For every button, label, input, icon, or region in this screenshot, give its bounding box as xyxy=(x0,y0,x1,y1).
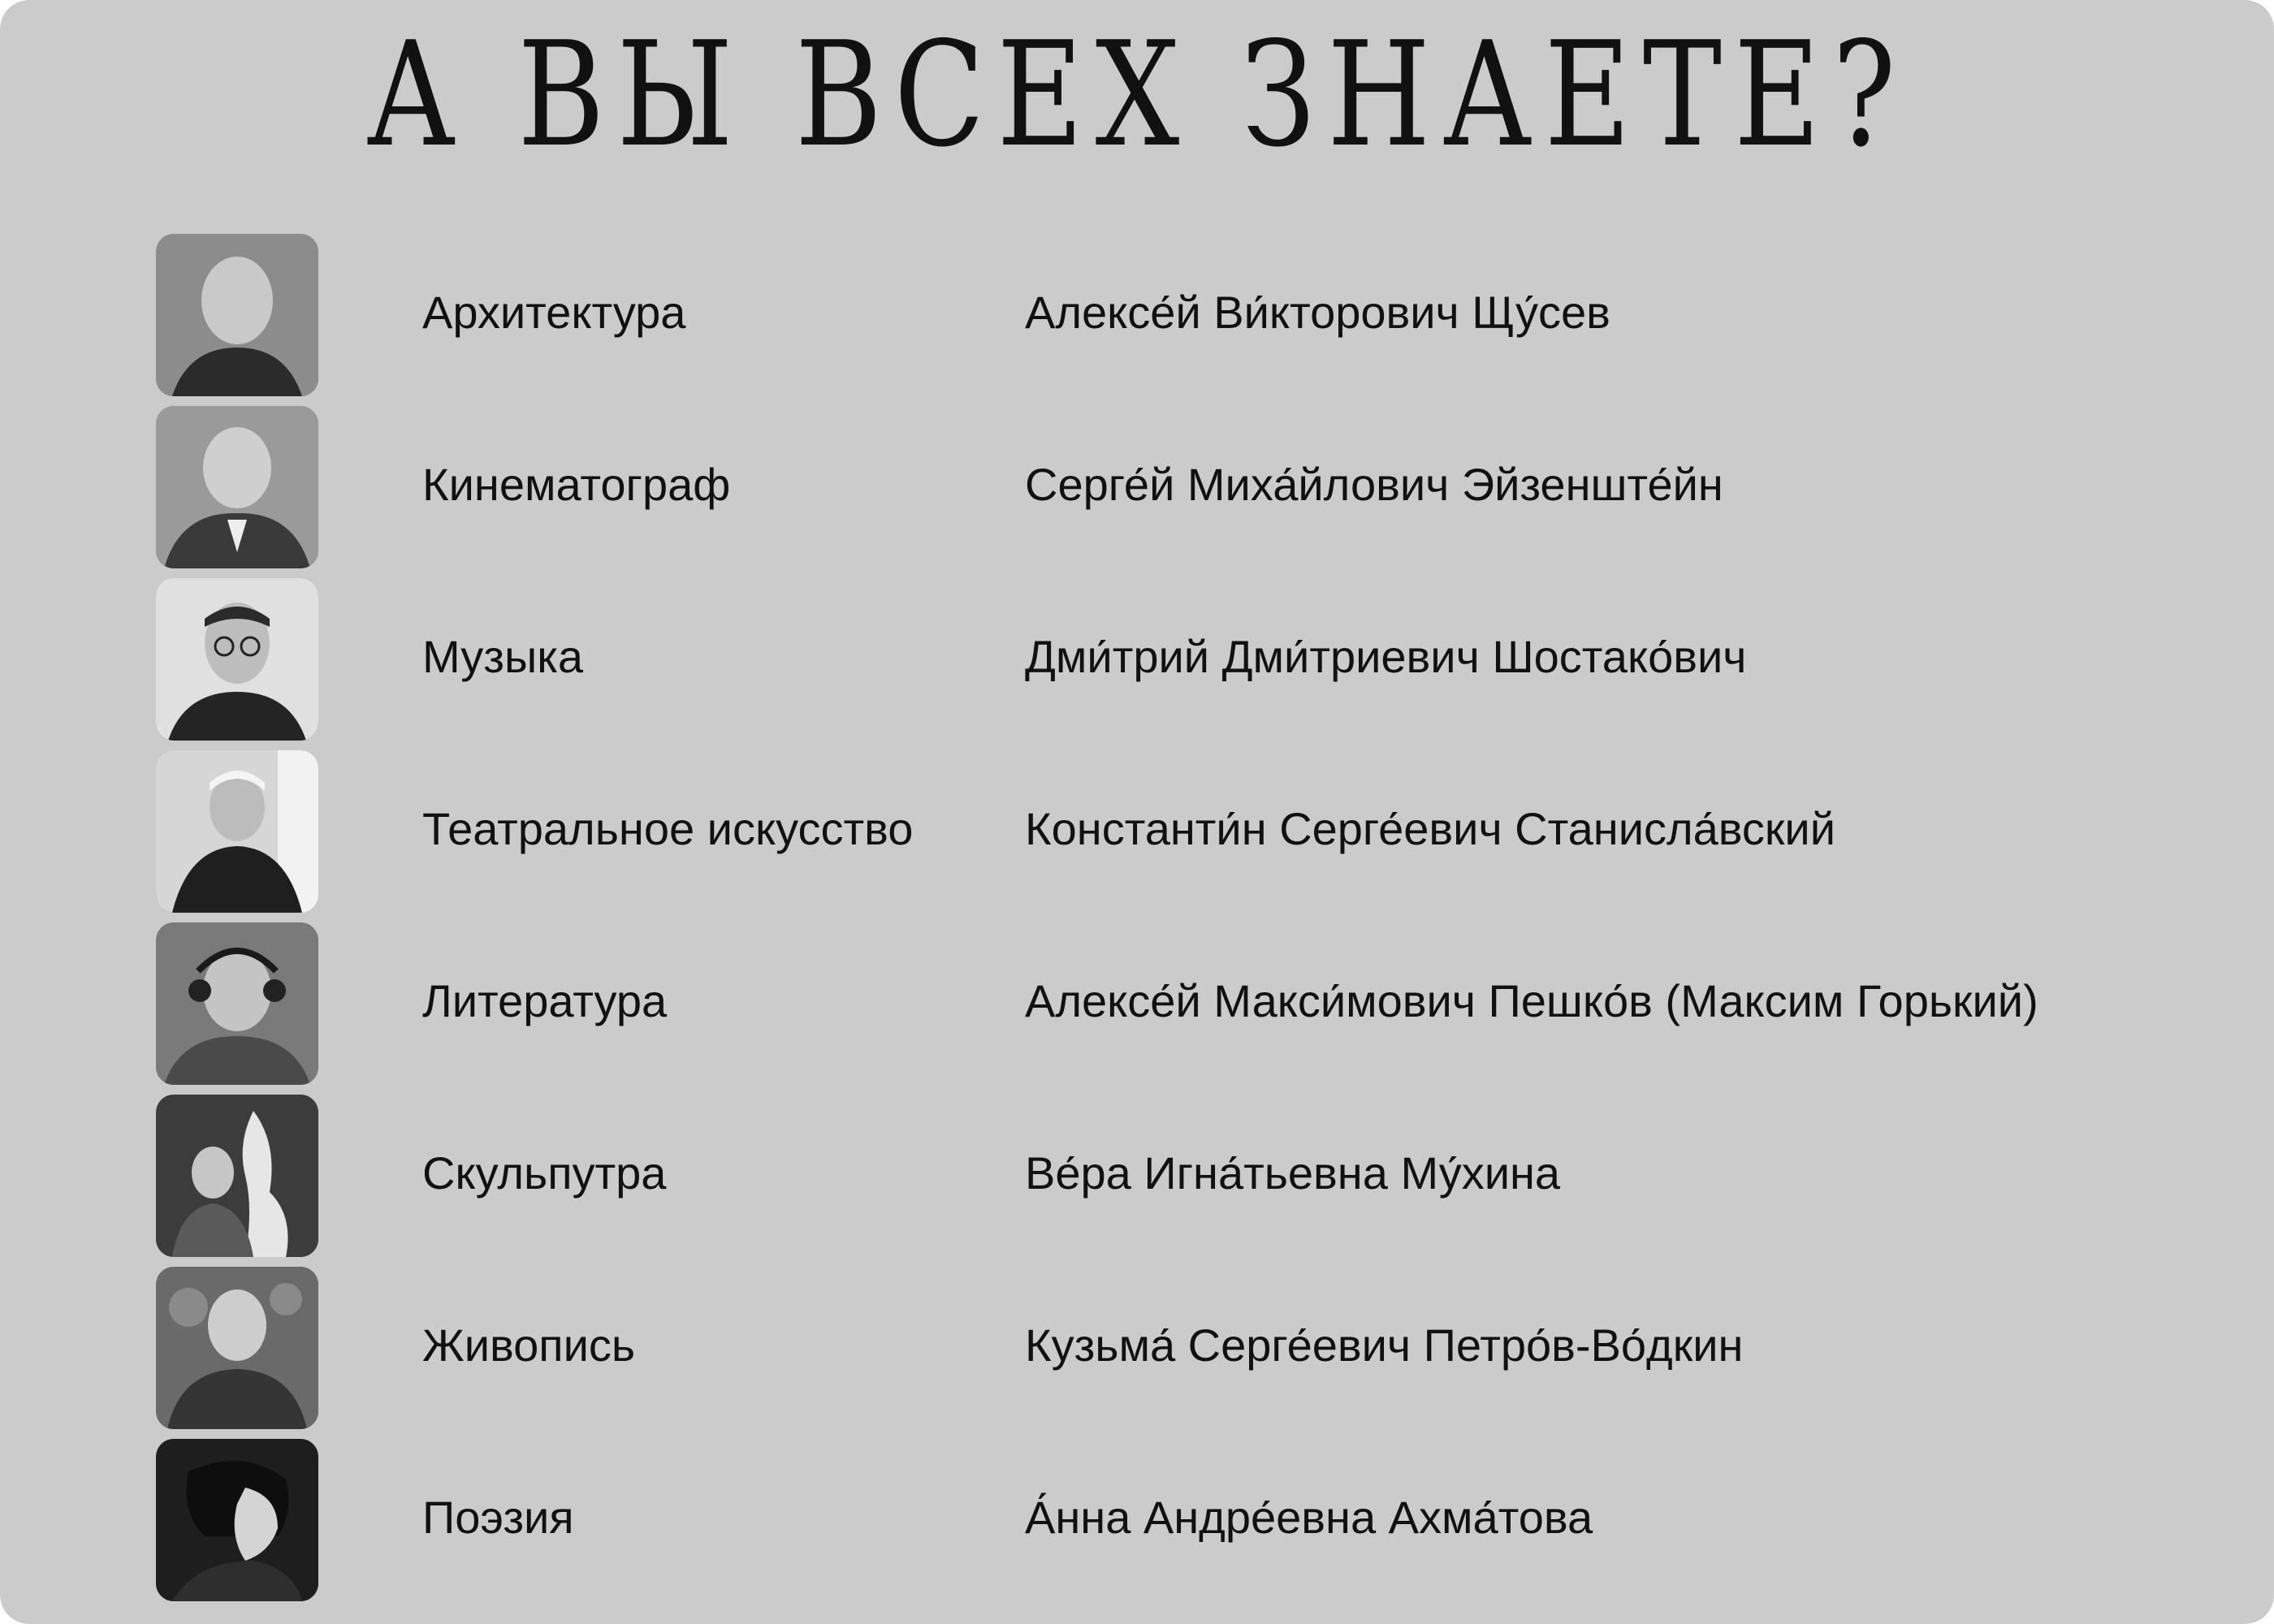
list-item xyxy=(0,577,2274,739)
portrait-icon xyxy=(156,922,318,1085)
list-item xyxy=(0,921,2274,1083)
field-label: Литература xyxy=(422,975,668,1026)
list-item xyxy=(0,1093,2274,1255)
list-item xyxy=(0,232,2274,395)
person-name: Алексе́й Макси́мович Пешко́в (Максим Горький) xyxy=(1025,975,2038,1026)
portrait-icon xyxy=(156,406,318,568)
portrait-photo xyxy=(156,1095,318,1257)
portrait-icon xyxy=(156,1095,318,1257)
person-name: Константи́н Серге́евич Станисла́вский xyxy=(1025,803,1835,854)
person-name: Ве́ра Игна́тьевна Му́хина xyxy=(1025,1147,1561,1199)
list-item xyxy=(0,404,2274,567)
portrait-icon xyxy=(156,234,318,396)
portrait-photo xyxy=(156,922,318,1085)
person-name: Алексе́й Ви́кторович Щу́сев xyxy=(1025,287,1610,338)
field-label: Живопись xyxy=(422,1320,636,1371)
list-item xyxy=(0,749,2274,911)
portrait-icon xyxy=(156,1267,318,1429)
portrait-photo xyxy=(156,578,318,741)
portrait-photo xyxy=(156,750,318,913)
portrait-icon xyxy=(156,1439,318,1601)
portrait-icon xyxy=(156,578,318,741)
field-label: Театральное искусство xyxy=(422,803,914,854)
field-label: Кинематограф xyxy=(422,459,731,510)
person-name: А́нна Андре́евна Ахма́това xyxy=(1025,1492,1593,1543)
field-label: Поэзия xyxy=(422,1492,574,1543)
portrait-photo xyxy=(156,1267,318,1429)
portrait-photo xyxy=(156,406,318,568)
field-label: Архитектура xyxy=(422,287,686,338)
field-label: Скульпутра xyxy=(422,1147,667,1199)
person-name: Серге́й Миха́йлович Эйзенште́йн xyxy=(1025,459,1723,510)
portrait-icon xyxy=(156,750,318,913)
field-label: Музыка xyxy=(422,631,584,682)
page-title: А ВЫ ВСЕХ ЗНАЕТЕ? xyxy=(365,11,1909,179)
list-item xyxy=(0,1265,2274,1427)
portrait-photo xyxy=(156,234,318,396)
list-item xyxy=(0,1437,2274,1600)
portrait-photo xyxy=(156,1439,318,1601)
person-name: Дми́трий Дми́триевич Шостако́вич xyxy=(1025,631,1747,682)
person-name: Кузьма́ Серге́евич Петро́в-Во́дкин xyxy=(1025,1320,1744,1371)
